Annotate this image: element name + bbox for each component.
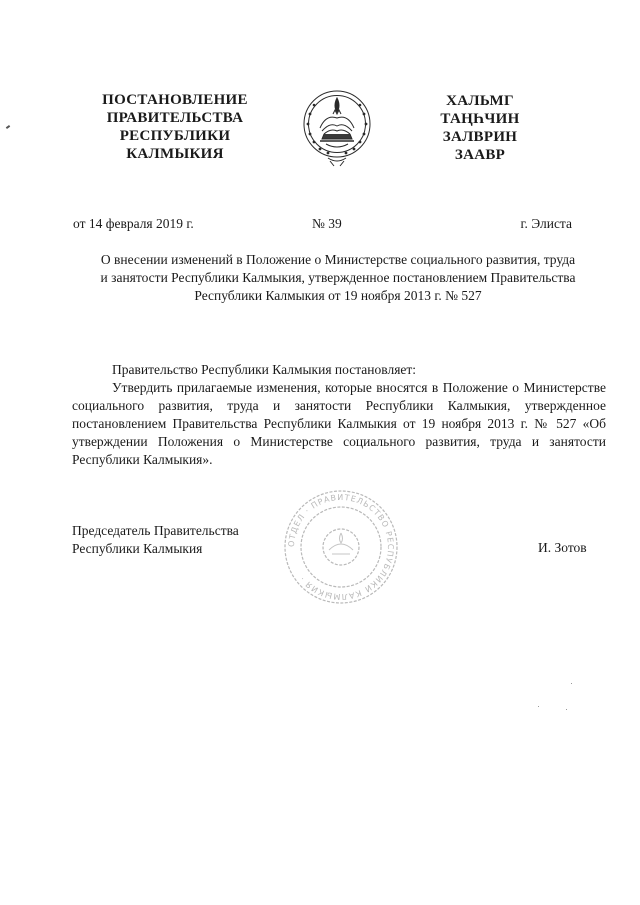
header-right-line: ЗААВР [454,147,506,163]
body-preamble: Правительство Республики Калмыкия постановляет: [112,362,417,377]
header-left-title [80,91,270,163]
signatory-name: И. Зотов [538,540,587,555]
header-right-title [420,92,540,164]
body-decision: Утвердить прилагаемые изменения, которые вносятся в Положение о Министерстве социального развития, труда и занятости Республики Калмыкия, утвержденное постановлением Правительства Республики Калмыкия от 19 ноября 2013 г. № 527 «Об утверждении Положения о Министерстве социального развития, труда и занятости Республики Калмыкия». [72,380,606,467]
signatory-title-line: Председатель Правительства [72,523,239,538]
signatory-title-line: Республики Калмыкия [72,541,203,556]
kalmykia-coat-of-arms-icon [300,84,374,168]
document-number: № 39 [312,216,342,231]
subject-line: и занятости Республики Калмыкия, утвержденное постановлением Правительства [100,270,576,285]
header-left-line: ПОСТАНОВЛЕНИЕ [102,92,248,108]
header-right-line: ЗАЛВРИН [442,129,518,145]
header-left-line: РЕСПУБЛИКИ [119,128,231,144]
subject-line: Республики Калмыкия от 19 ноября 2013 г. № 527 [194,288,482,303]
signatory-title [72,522,239,558]
header-right-line: ТАҢҺЧИН [440,111,520,127]
scan-speck [571,683,572,684]
subject-line: О внесении изменений в Положение о Министерстве социального развития, труда [100,252,576,267]
svg-text:ОТДЕЛ · ПРАВИТЕЛЬСТВО РЕСПУБЛИ [287,493,395,601]
scan-speck [538,706,539,707]
document-body [72,361,606,469]
document-city: г. Элиста [520,216,572,231]
header-left-line: ПРАВИТЕЛЬСТВА [106,110,244,126]
scan-artifact [6,125,10,129]
seal-text: ОТДЕЛ · ПРАВИТЕЛЬСТВО РЕСПУБЛИКИ КАЛМЫКИЯ · [286,492,396,602]
scan-speck [566,709,567,710]
header-right-line: ХАЛЬМГ [446,93,514,109]
header-left-line: КАЛМЫКИЯ [126,146,224,162]
official-stamp-icon [282,488,400,606]
document-date: от 14 февраля 2019 г. [73,216,194,231]
document-subject [72,251,604,305]
